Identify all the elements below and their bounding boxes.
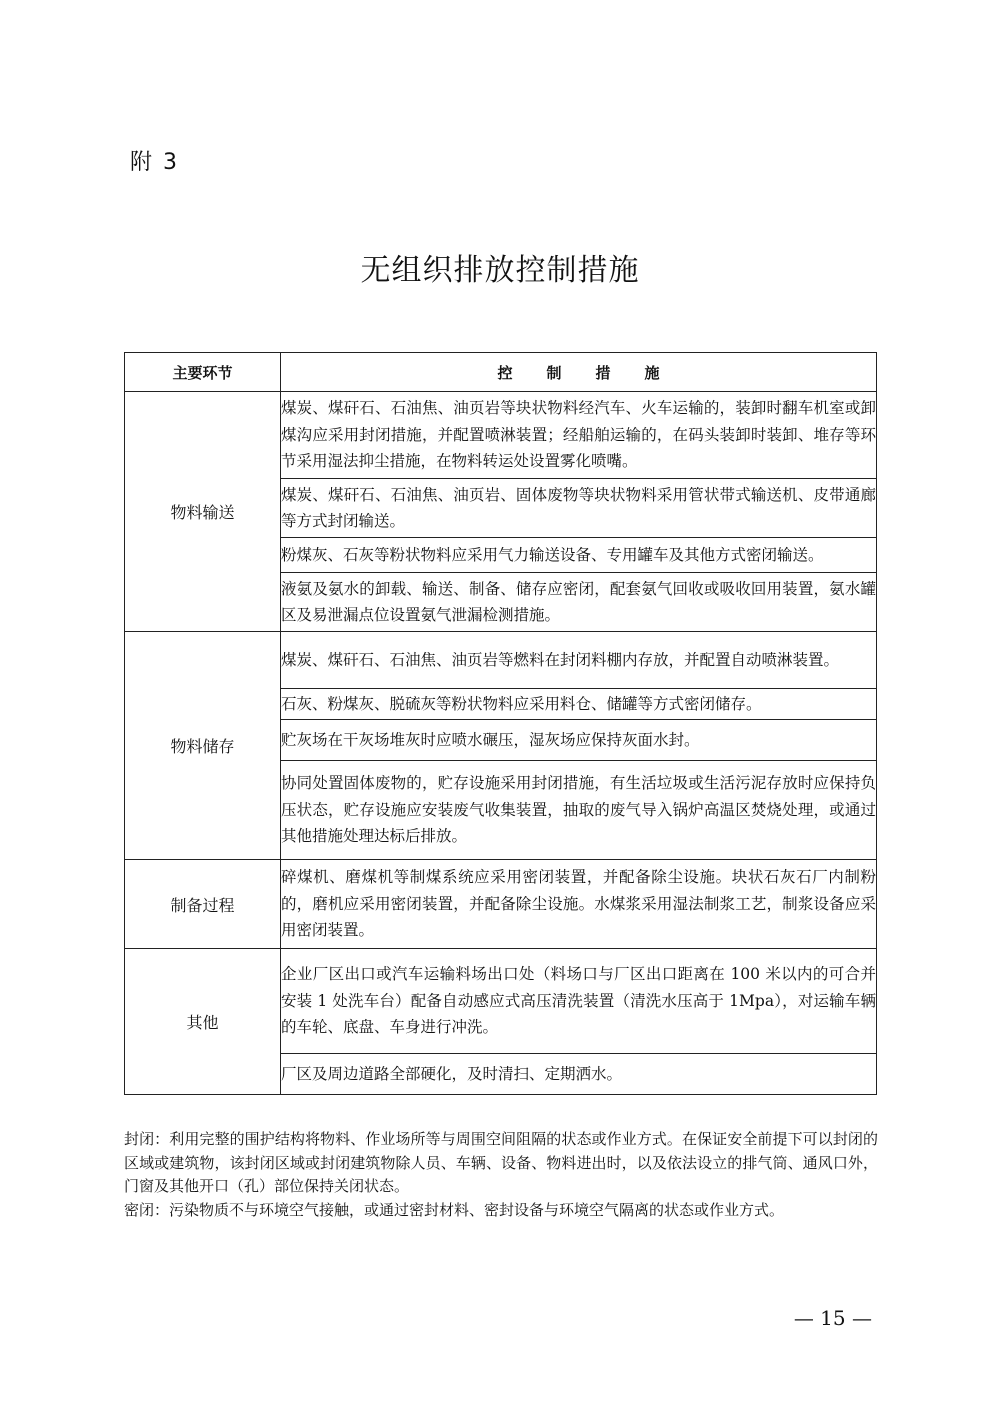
measure-cell: 煤炭、煤矸石、石油焦、油页岩等块状物料经汽车、火车运输的，装卸时翻车机室或卸煤沟应采用封闭措施，并配置喷淋装置；经船舶运输的，在码头装卸时装卸、堆存等环节采用湿法抑尘措施，在物料转运处设置雾化喷嘴。 [281, 392, 877, 479]
page-number: — 15 — [793, 1306, 872, 1330]
note-enclosed: 封闭：利用完整的围护结构将物料、作业场所等与周围空间阻隔的状态或作业方式。在保证安全前提下可以封闭的区域或建筑物，该封闭区域或封闭建筑物除人员、车辆、设备、物料进出时，以及依法设立的排气筒、通风口外，门窗及其他开口（孔）部位保持关闭状态。 [124, 1130, 878, 1195]
table-row [125, 949, 877, 1054]
measure-cell: 煤炭、煤矸石、石油焦、油页岩等燃料在封闭料棚内存放，并配置自动喷淋装置。 [281, 632, 877, 689]
table-header-row [125, 353, 877, 392]
stage-cell: 其他 [125, 949, 281, 1095]
measure-cell: 液氨及氨水的卸载、输送、制备、储存应密闭，配套氨气回收或吸收回用装置，氨水罐区及易泄漏点位设置氨气泄漏检测措施。 [281, 573, 877, 632]
document-title: 无组织排放控制措施 [360, 253, 640, 288]
measure-cell: 煤炭、煤矸石、石油焦、油页岩、固体废物等块状物料采用管状带式输送机、皮带通廊等方式封闭输送。 [281, 479, 877, 538]
measure-cell: 碎煤机、磨煤机等制煤系统应采用密闭装置，并配备除尘设施。块状石灰石厂内制粉的，磨机应采用密闭装置，并配备除尘设施。水煤浆采用湿法制浆工艺，制浆设备应采用密闭装置。 [281, 860, 877, 949]
stage-cell: 物料储存 [125, 632, 281, 860]
control-measures-table [124, 352, 877, 1095]
table-row [125, 860, 877, 949]
header-control-measures: 控制措施 [281, 353, 877, 392]
measure-cell: 石灰、粉煤灰、脱硫灰等粉状物料应采用料仓、储罐等方式密闭储存。 [281, 689, 877, 720]
header-main-stage: 主要环节 [125, 353, 281, 392]
table-row [125, 392, 877, 479]
stage-cell: 制备过程 [125, 860, 281, 949]
annex-label: 附 3 [130, 150, 179, 175]
measure-cell: 企业厂区出口或汽车运输料场出口处（料场口与厂区出口距离在 100 米以内的可合并安装 1 处洗车台）配备自动感应式高压清洗装置（清洗水压高于 1Mpa），对运输车辆的车轮、底盘、车身进行冲洗。 [281, 949, 877, 1054]
measure-cell: 厂区及周边道路全部硬化，及时清扫、定期洒水。 [281, 1054, 877, 1095]
stage-cell: 物料输送 [125, 392, 281, 632]
measure-cell: 粉煤灰、石灰等粉状物料应采用气力输送设备、专用罐车及其他方式密闭输送。 [281, 538, 877, 573]
note-sealed: 密闭：污染物质不与环境空气接触，或通过密封材料、密封设备与环境空气隔离的状态或作业方式。 [124, 1200, 785, 1219]
definition-notes [124, 1128, 878, 1222]
measure-cell: 贮灰场在干灰场堆灰时应喷水碾压，湿灰场应保持灰面水封。 [281, 720, 877, 761]
table-row [125, 632, 877, 689]
measure-cell: 协同处置固体废物的，贮存设施采用封闭措施，有生活垃圾或生活污泥存放时应保持负压状态，贮存设施应安装废气收集装置，抽取的废气导入锅炉高温区焚烧处理，或通过其他措施处理达标后排放。 [281, 761, 877, 860]
